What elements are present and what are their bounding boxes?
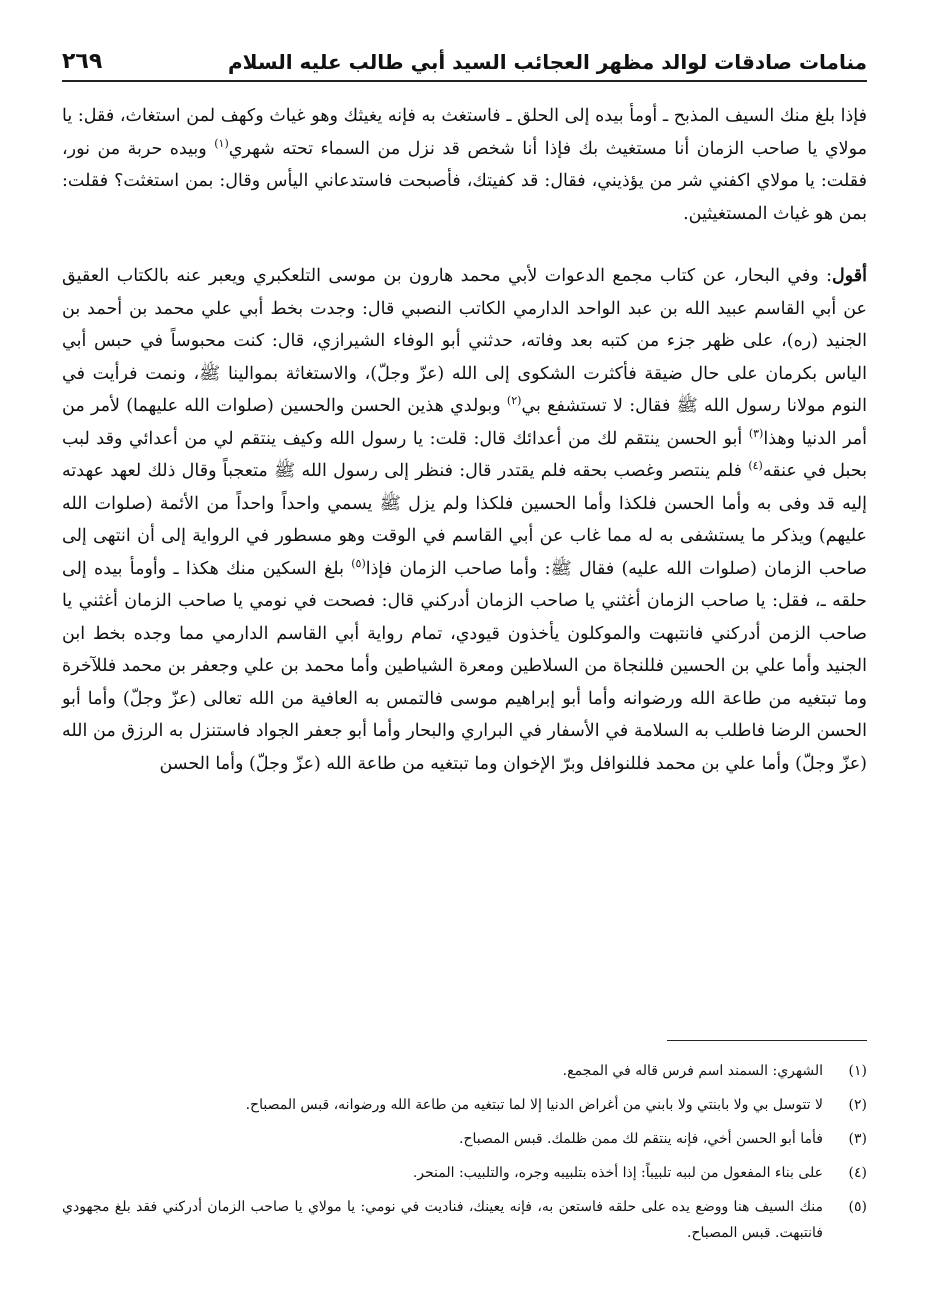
paragraph-2-lead-word: أقول <box>832 266 867 286</box>
paragraph-2-text-e: بلغ السكين منك هكذا ـ وأومأ بيده إلى حلقه ـ، فقل: يا صاحب الزمان أغثني يا صاحب الزمان أدركني قال: فصحت في نومي يا صاحب الزمان أغثني يا صاحب الزمن أدركني فانتبهت والموكلون يأخذون قيودي، تمام رواية أبي القاسم الدارمي مما وجده بخط ابن الجنيد وأما علي بن الحسين فللنجاة من السلاطين ومعرة الشياطين وأما محمد بن علي وجعفر بن محمد فللآخرة وما تبتغيه من طاعة الله ورضوانه وأما أبو إبراهيم موسى فالتمس به العافية من الله تعالى (عزّ وجلّ) وأما أبو الحسن الرضا فاطلب به السلامة في الأسفار في البراري والبحار وأما أبو جعفر الجواد فاستنزل به الرزق من الله (عزّ وجلّ) وأما علي بن محمد فللنوافل وبرّ الإخوان وما تبتغيه من طاعة الله (عزّ وجلّ) وأما الحسن <box>62 558 867 774</box>
footnote-number: (٣) <box>848 1131 867 1147</box>
footnote-ref-4: (٤) <box>748 459 763 473</box>
footnote-number: (٥) <box>848 1199 867 1215</box>
page-number: ٢٦٩ <box>62 49 103 74</box>
paragraph-2-text-a: : وفي البحار، عن كتاب مجمع الدعوات لأبي محمد هارون بن موسى التلعكبري ويعبر عنه بالكتاب العقيق عن أبي القاسم عبيد الله بن عبد الواحد الدارمي الكاتب النصبي قال: وجدت بخط أبي علي محمد بن أحمد بن الجنيد (ره)، على ظهر جزء من كتبه بعد وفاته، حدثني أبو الوفاء الشيرازي، قال: كنت محبوساً في حبس أبي الياس بكرمان على حال ضيقة فأكثرت الشكوى إلى الله (عزّ وجلّ)، والاستغاثة بموالينا ﷺ، ونمت فرأيت في النوم مولانا رسول الله ﷺ فقال: لا تستشفع بي <box>62 266 868 416</box>
footnote-ref-5: (٥) <box>351 556 366 570</box>
footnote-item <box>62 1092 867 1118</box>
footnote-ref-3: (٣) <box>748 426 764 440</box>
paragraph-1-continued: وبيده حربة من نور، فقلت: يا مولاي اكفني شر من يؤذيني، فقال: قد كفيتك، فأصبحت فاستدعاني اليأس وقال: بمن استغثت؟ فقلت: بمن هو غياث المستغيثين. <box>62 138 867 224</box>
footnote-text: على بناء المفعول من لببه تلبيباً: إذا أخذه بتلبيبه وجره، والتلبيب: المنحر. <box>412 1165 823 1181</box>
paragraph-2-text-d: فلم ينتصر وغصب بحقه فلم يقتدر قال: فنظر إلى رسول الله ﷺ متعجباً وقال ذلك لعهد عهدته إليه قد وفى به وأما الحسن فلكذا وأما الحسين فلكذا ولم يزل ﷺ يسمي واحداً واحداً من الأئمة (صلوات الله عليهم) ويذكر ما يستشفى به له مما غاب عن أبي القاسم في الوقت وهو مسطور في الرواية إلى أن انتهى إلى صاحب الزمان (صلوات الله عليه) فقال ﷺ: وأما صاحب الزمان فإذا <box>62 461 867 579</box>
footnote-text: فأما أبو الحسن أخي، فإنه ينتقم لك ممن ظلمك. قبس المصباح. <box>459 1131 823 1147</box>
paragraph-2 <box>62 260 867 780</box>
footnote-number: (١) <box>848 1063 867 1079</box>
main-text <box>62 100 867 780</box>
footnote-number: (٢) <box>848 1097 867 1113</box>
footnote-text: منك السيف هنا ووضع يده على حلقه فاستعن به، فإنه يعينك، فناديت في نومي: يا مولاي يا صاحب الزمان أدركني فقد بلغ مجهودي فانتبهت. قبس المصباح. <box>62 1199 823 1241</box>
footnote-number: (٤) <box>848 1165 867 1181</box>
running-header <box>62 30 867 82</box>
footnote-text: الشهري: السمند اسم فرس قاله في المجمع. <box>562 1063 823 1079</box>
footnote-ref-1: (١) <box>214 136 229 150</box>
paragraph-2-text-c: أبو الحسن ينتقم لك من أعدائك قال: قلت: يا رسول الله وكيف ينتقم لي من أعدائي وقد لبب بحبل في عنقه <box>62 428 867 481</box>
paragraph-2-text-b: وبولدي هذين الحسن والحسين (صلوات الله عليهما) لأمر من أمر الدنيا وهذا <box>62 396 868 449</box>
running-title: منامات صادقات لوالد مظهر العجائب السيد أبي طالب عليه السلام <box>228 50 867 74</box>
footnote-divider <box>667 1040 867 1041</box>
paragraph-1 <box>62 100 867 230</box>
footnote-ref-2: (٢) <box>506 394 522 408</box>
footnote-item <box>62 1194 867 1246</box>
paragraph-1-text: فإذا بلغ منك السيف المذبح ـ أومأ بيده إلى الحلق ـ فاستغث به فإنه يغيثك وهو غياث وكهف لمن استغاث، فقل: يا مولاي يا صاحب الزمان أنا مستغيث بك فإذا أنا شخص قد نزل من السماء تحته شهري <box>62 106 867 159</box>
footnotes <box>62 1058 867 1254</box>
footnote-text: لا تتوسل بي ولا بابنتي ولا بابني من أغراض الدنيا إلا لما تبتغيه من طاعة الله ورضوانه، قبس المصباح. <box>245 1097 823 1113</box>
footnote-item <box>62 1058 867 1084</box>
footnote-item <box>62 1126 867 1152</box>
footnote-item <box>62 1160 867 1186</box>
